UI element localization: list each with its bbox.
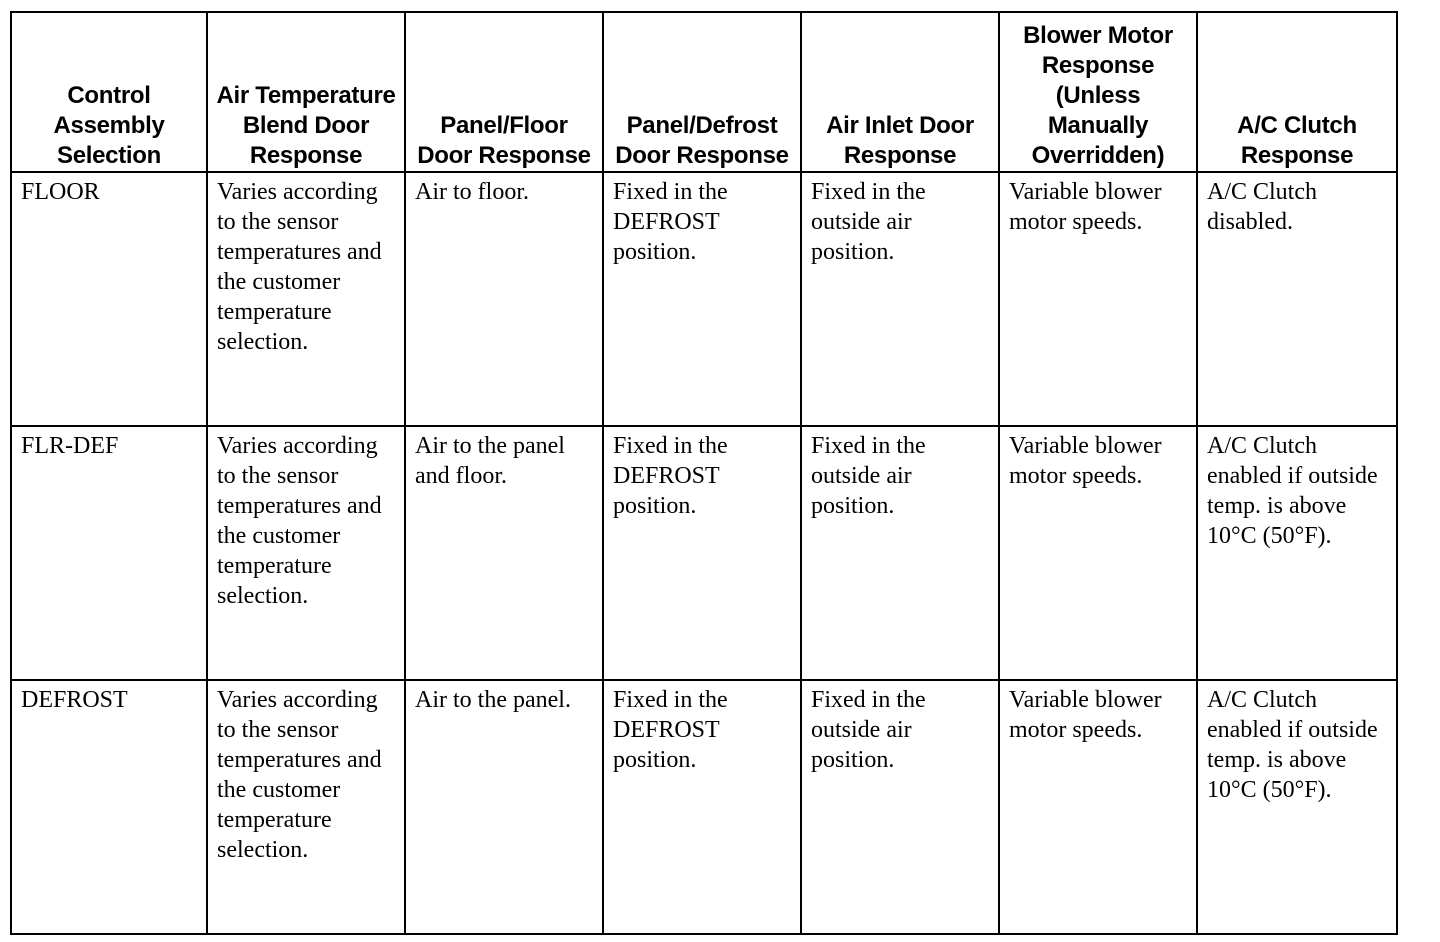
cell-blend-door: Varies according to the sensor temperatures and the customer temperature selection. xyxy=(207,680,405,934)
cell-ac-clutch: A/C Clutch enabled if outside temp. is above 10°C (50°F). xyxy=(1197,426,1397,680)
table-row xyxy=(11,426,1397,680)
cell-panel-defrost-door: Fixed in the DEFROST position. xyxy=(603,680,801,934)
header-air-inlet-door: Air Inlet Door Response xyxy=(801,12,999,172)
table-body xyxy=(11,172,1397,934)
cell-panel-defrost-door: Fixed in the DEFROST position. xyxy=(603,426,801,680)
cell-panel-defrost-door: Fixed in the DEFROST position. xyxy=(603,172,801,426)
header-panel-defrost-door: Panel/Defrost Door Response xyxy=(603,12,801,172)
cell-blower-motor: Variable blower motor speeds. xyxy=(999,680,1197,934)
hvac-response-table xyxy=(10,11,1398,935)
cell-blower-motor: Variable blower motor speeds. xyxy=(999,172,1197,426)
cell-ac-clutch: A/C Clutch disabled. xyxy=(1197,172,1397,426)
cell-air-inlet-door: Fixed in the outside air position. xyxy=(801,426,999,680)
header-blower-motor: Blower Motor Response (Unless Manually Overridden) xyxy=(999,12,1197,172)
cell-blower-motor: Variable blower motor speeds. xyxy=(999,426,1197,680)
cell-blend-door: Varies according to the sensor temperatures and the customer temperature selection. xyxy=(207,426,405,680)
cell-selection: FLOOR xyxy=(11,172,207,426)
header-control-assembly-selection: Control Assembly Selection xyxy=(11,12,207,172)
header-panel-floor-door: Panel/Floor Door Response xyxy=(405,12,603,172)
cell-selection: DEFROST xyxy=(11,680,207,934)
cell-selection: FLR-DEF xyxy=(11,426,207,680)
cell-air-inlet-door: Fixed in the outside air position. xyxy=(801,680,999,934)
cell-air-inlet-door: Fixed in the outside air position. xyxy=(801,172,999,426)
cell-blend-door: Varies according to the sensor temperatures and the customer temperature selection. xyxy=(207,172,405,426)
table-row xyxy=(11,680,1397,934)
cell-ac-clutch: A/C Clutch enabled if outside temp. is above 10°C (50°F). xyxy=(1197,680,1397,934)
header-row xyxy=(11,12,1397,172)
header-ac-clutch: A/C Clutch Response xyxy=(1197,12,1397,172)
table-row xyxy=(11,172,1397,426)
cell-panel-floor-door: Air to the panel. xyxy=(405,680,603,934)
table-header xyxy=(11,12,1397,172)
cell-panel-floor-door: Air to the panel and floor. xyxy=(405,426,603,680)
cell-panel-floor-door: Air to floor. xyxy=(405,172,603,426)
header-air-temperature-blend-door: Air Temperature Blend Door Response xyxy=(207,12,405,172)
